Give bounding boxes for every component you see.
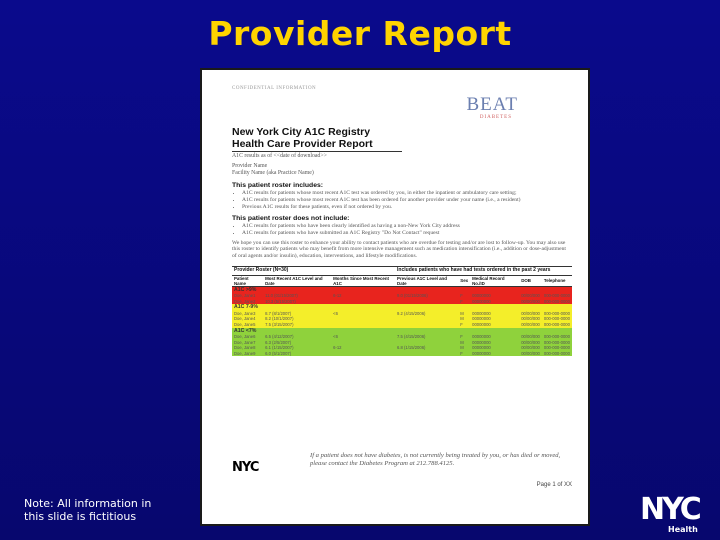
table-cell: 11.0 (01/15/2007) [263,293,331,299]
table-cell: Doe, Jane5 [232,322,263,328]
table-cell: 000-000-0000 [542,316,572,322]
note-line-1: Note: All information in [24,497,152,510]
nyc-health-logo [636,494,716,538]
table-cell: Doe, Jane7 [232,340,263,346]
table-cell: 000-000-0000 [542,351,572,357]
title-divider [232,151,402,152]
table-cell: 9.2 (4/15/2006) [395,311,458,317]
table-cell: 00000000 [470,345,519,351]
table-cell: 6.5 (4/12/2007) [263,334,331,340]
document-title [232,126,572,150]
roster-group-label: A1C <7% [232,328,572,335]
list-item: • A1C results for patients whose most recent A1C test has been ordered for another provider under your name (i.e., a resident) [242,197,572,204]
table-cell: 9.0 (01/15/2006) [395,293,458,299]
table-cell: <6 [331,334,395,340]
includes-heading: This patient roster includes: [232,181,324,189]
table-cell: 7.5 (3/15/2007) [263,322,331,328]
table-cell: F [458,299,470,305]
table-cell: F [458,334,470,340]
table-cell: Doe, Jane6 [232,334,263,340]
list-item: • A1C results for patients who have been clearly identified as having a non-New York City address [242,223,572,230]
table-cell: 00/00/000 [521,345,540,351]
table-cell: 000-000-0000 [542,345,572,351]
as-of-line: A1C results as of <<date of download>> [232,153,327,159]
column-header: Months Since Most Recent A1C [331,275,395,286]
roster-group-header [232,286,572,293]
table-cell: 000-000-0000 [542,299,572,305]
table-cell: 00/00/000 [521,339,540,345]
excludes-list [242,223,572,237]
table-cell: 00000000 [470,334,519,340]
beat-diabetes-logo-sub: DIABETES [479,115,512,120]
table-cell: Doe, Jane1 [232,293,263,299]
table-cell: 000-000-0000 [542,322,572,328]
includes-list [242,190,572,211]
beat-diabetes-logo: BEAT [466,94,518,115]
slide-title: Provider Report [208,14,512,53]
column-header-row [232,275,572,286]
table-cell: 00/00/000 [521,293,540,299]
column-header: Telephone [542,275,572,286]
table-cell: 000-000-0000 [542,311,572,317]
table-cell: 7.5 (4/15/2006) [395,334,458,340]
table-cell: 00000000 [470,299,519,305]
table-cell: 00000000 [470,322,519,328]
table-cell: M [458,345,470,351]
column-header: Medical Record No./ID [470,275,519,286]
note-line-2: this slide is fictitious [24,510,137,523]
list-item: • A1C results for patients who have submitted an A1C Registry "Do Not Contact" request [242,230,572,237]
table-cell: F [458,322,470,328]
table-cell: 00000000 [470,316,519,322]
table-cell: F [458,351,470,357]
table-cell [331,351,395,357]
table-row [232,293,572,299]
list-item: • Previous A1C results for these patients, even if not ordered by you. [242,204,572,211]
nyc-logo-text: NYC [640,492,699,527]
roster-header-row [232,267,572,276]
column-header: Most Recent A1C Level and Date [263,275,331,286]
table-cell: 000-000-0000 [542,334,572,340]
page-number: Page 1 of XX [536,482,572,488]
confidential-label: CONFIDENTIAL INFORMATION [232,86,317,91]
table-cell: 8.2 (10/1/2007) [263,316,331,322]
nyc-health-mini-logo: NYC [232,460,259,475]
table-cell: M [458,316,470,322]
table-cell [395,351,458,357]
facility-name: Facility Name (aka Practice Name) [232,170,314,177]
table-cell: 6.8 (1/15/2006) [395,345,458,351]
table-cell: 00000000 [470,311,519,317]
column-header: DOB [519,275,542,286]
table-cell: 00/00/000 [521,310,540,316]
table-cell: 00/00/000 [521,350,540,356]
table-cell: Doe, Jane2 [232,299,263,305]
roster-body [232,286,572,356]
provider-report-document [200,68,590,526]
table-cell: 00000000 [470,340,519,346]
excludes-heading: This patient roster does not include: [232,214,350,222]
provider-name: Provider Name [232,163,268,170]
roster-sublabel: Includes patients who have had tests ordered in the past 2 years [395,267,572,276]
table-cell: 00/00/000 [521,321,540,327]
table-cell: 6.1 (1/15/2007) [263,345,331,351]
disclaimer-text: If a patient does not have diabetes, is not currently being treated by you, or has died or moved, please contact the Diabetes Program at 212.788.4125. [310,452,561,467]
document-title-line2: Health Care Provider Report [232,138,373,150]
table-cell: 6-12 [331,293,395,299]
table-cell: 6.3 (2/5/2007) [263,340,331,346]
intro-paragraph: We hope you can use this roster to enhance your ability to contact patients who are overdue for testing and/or are lost to follow-up. You may also use this roster to identify patients who may benefit from more intensive management such as medication intensification (i.e., addition or dose-adjustment of oral agents and/or insulin), education, interventions, and lifestyle modifications. [232,239,566,260]
column-header: Patient Name [232,275,263,286]
table-cell: 10.3 (5/15/2007) [263,299,331,305]
table-cell: Doe, Jane4 [232,316,263,322]
table-cell: Doe, Jane3 [232,311,263,317]
table-cell: 00000000 [470,293,519,299]
list-item: • A1C results for patients whose most recent A1C test was ordered by you, in either the inpatient or ambulatory care setting; [242,190,572,197]
column-header: Previous A1C Level and Date [395,275,458,286]
column-header: Sex [458,275,470,286]
table-cell: 00/00/000 [521,298,540,304]
table-cell: 6-12 [331,345,395,351]
table-cell: 00/00/000 [521,316,540,322]
table-cell: 8.7 (8/1/2007) [263,311,331,317]
fictitious-note [24,497,151,523]
roster-group-label: A1C >9% [232,286,572,293]
table-cell: Doe, Jane9 [232,351,263,357]
roster-group-label: A1C 7-9% [232,304,572,311]
table-cell: M [458,311,470,317]
table-cell: <6 [331,311,395,317]
table-cell: 6.0 (5/1/2007) [263,351,331,357]
table-cell: 00/00/000 [521,334,540,340]
document-title-line1: New York City A1C Registry [232,126,371,138]
table-cell: 000-000-0000 [542,340,572,346]
table-cell: Doe, Jane8 [232,345,263,351]
provider-roster-table [232,266,572,356]
nyc-logo-health: Health [668,525,698,534]
table-cell: 00000000 [470,351,519,357]
table-row [232,334,572,340]
table-cell: 000-000-0000 [542,293,572,299]
table-row [232,351,572,357]
table-cell: M [458,340,470,346]
roster-label: Provider Roster (N=30) [232,267,395,276]
table-cell: F [458,293,470,299]
